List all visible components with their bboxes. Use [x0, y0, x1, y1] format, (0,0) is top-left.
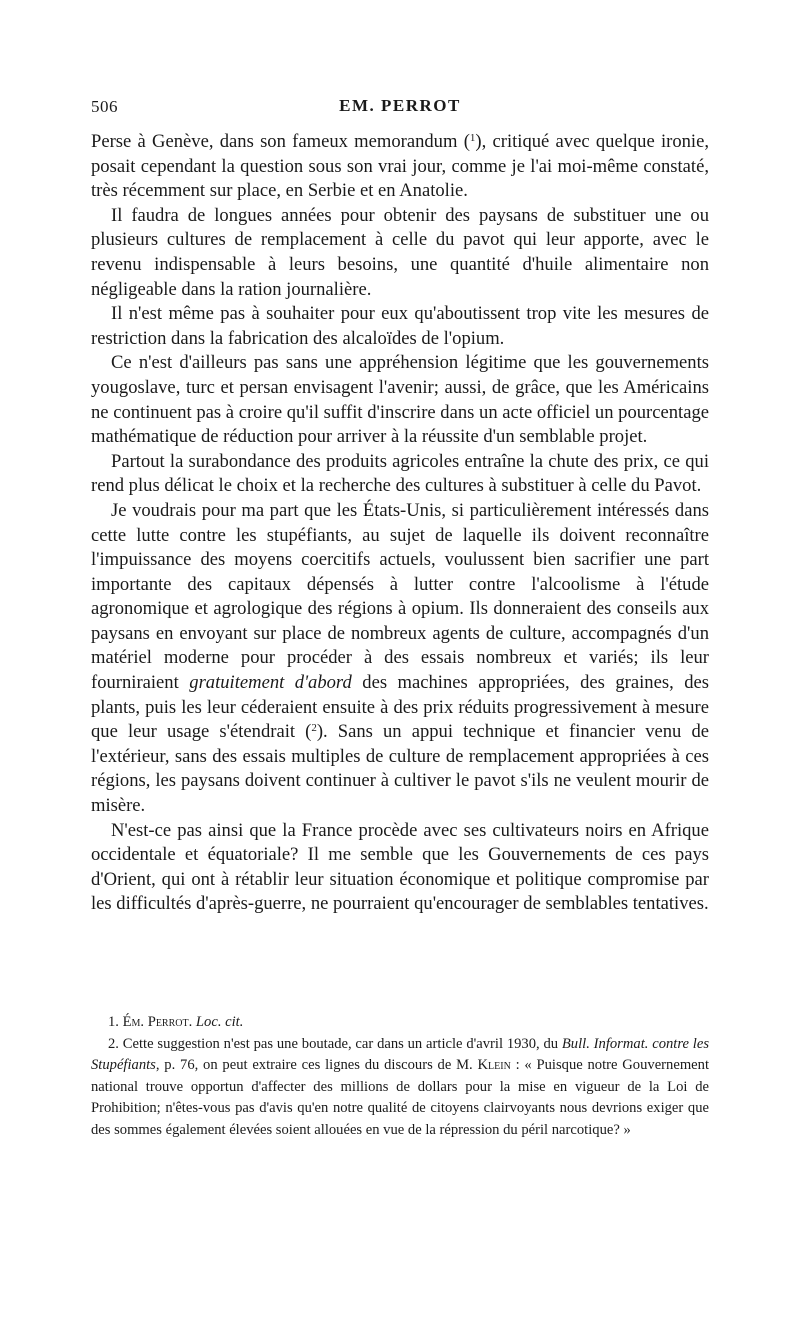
page-number: 506 — [91, 97, 118, 116]
footnote-ref-1: 1 — [469, 132, 476, 144]
footnote-2: 2. Cette suggestion n'est pas une boutade, car dans un article d'avril 1930, du Bull. Informat. contre les Stupéfiants, p. 76, on peut extraire ces lignes du discours de M. Klein : « Puisque notre Gouvernement national trouve opportun d'affecter des millions de dollars pour la mise en vigueur de la Loi de Prohibition; n'êtes-vous pas d'avis qu'en notre qualité de citoyens clairvoyants nous devrions exiger que des sommes également élevées soient allouées en vue de la répression du péril narcotique? » — [91, 1035, 709, 1138]
paragraph-5: Partout la surabondance des produits agricoles entraîne la chute des prix, ce qui rend plus délicat le choix et la recherche des cultures à substituer à celle du Pavot. — [91, 450, 709, 497]
footnote-ref-2: 2 — [311, 722, 317, 735]
running-head: EM. PERROT — [339, 96, 461, 115]
paragraph-2: Il faudra de longues années pour obtenir des paysans de substituer une ou plusieurs cultures de remplacement à celle du pavot qui leur apporte, avec le revenu indispensable à leurs besoins, une quantité d'huile alimentaire non négligeable dans la ration journalière. — [91, 204, 709, 300]
paragraph-6: Je voudrais pour ma part que les États-Unis, si particulièrement intéressés dans cette lutte contre les stupéfiants, au sujet de laquelle ils doivent reconnaître l'impuissance des moyens coercitifs actuels, voulussent bien sacrifier une part importante des capitaux dépensés à lutter contre l'alcoolisme à l'étude agronomique et agrologique des régions à opium. Ils donneraient des conseils aux paysans en envoyant sur place de nombreux agents de culture, accompagnés d'un matériel moderne pour procéder à des essais nombreux et variés; ils leur fourniraient gratuitement d'abord des machines appropriées, des graines, des plants, puis les leur céderaient ensuite à des prix réduits progressivement à mesure que leur usage s'étendrait ($^2$). Sans un appui technique et financier venu de l'extérieur, sans des essais multiples de culture de remplacement appropriées à ces régions, les paysans doivent continuer à cultiver le pavot s'ils ne veulent mourir de misère. — [91, 499, 709, 817]
paragraph-3: Il n'est même pas à souhaiter pour eux qu'aboutissent trop vite les mesures de restriction dans la fabrication des alcaloïdes de l'opium. — [91, 303, 709, 349]
italic-phrase: gratuitement d'abord — [189, 672, 352, 694]
body-text — [91, 130, 709, 917]
paragraph-1: Perse à Genève, dans son fameux memorandum ($^1$), critiqué avec quelque ironie, posait cependant la question sous son vrai jour, comme je l'ai moi-même constaté, très récemment sur place, en Serbie et en Anatolie. — [91, 131, 709, 202]
footnote-1: 1. Ém. Perrot. Loc. cit. — [108, 1014, 244, 1030]
paragraph-7: N'est-ce pas ainsi que la France procède avec ses cultivateurs noirs en Afrique occidentale et équatoriale? Il me semble que les Gouvernements de ces pays d'Orient, qui ont à rétablir leur situation économique et politique compromise par les difficultés d'après-guerre, ne pourraient qu'encourager de semblables tentatives. — [91, 819, 709, 915]
footnotes — [91, 1012, 709, 1141]
paragraph-4: Ce n'est d'ailleurs pas sans une appréhension légitime que les gouvernements yougoslave, turc et persan envisagent l'avenir; aussi, de grâce, que les Américains ne continuent pas à croire qu'il suffit d'inscrire dans un acte officiel un pourcentage mathématique de réduction pour arriver à la réussite d'un semblable projet. — [91, 352, 709, 448]
